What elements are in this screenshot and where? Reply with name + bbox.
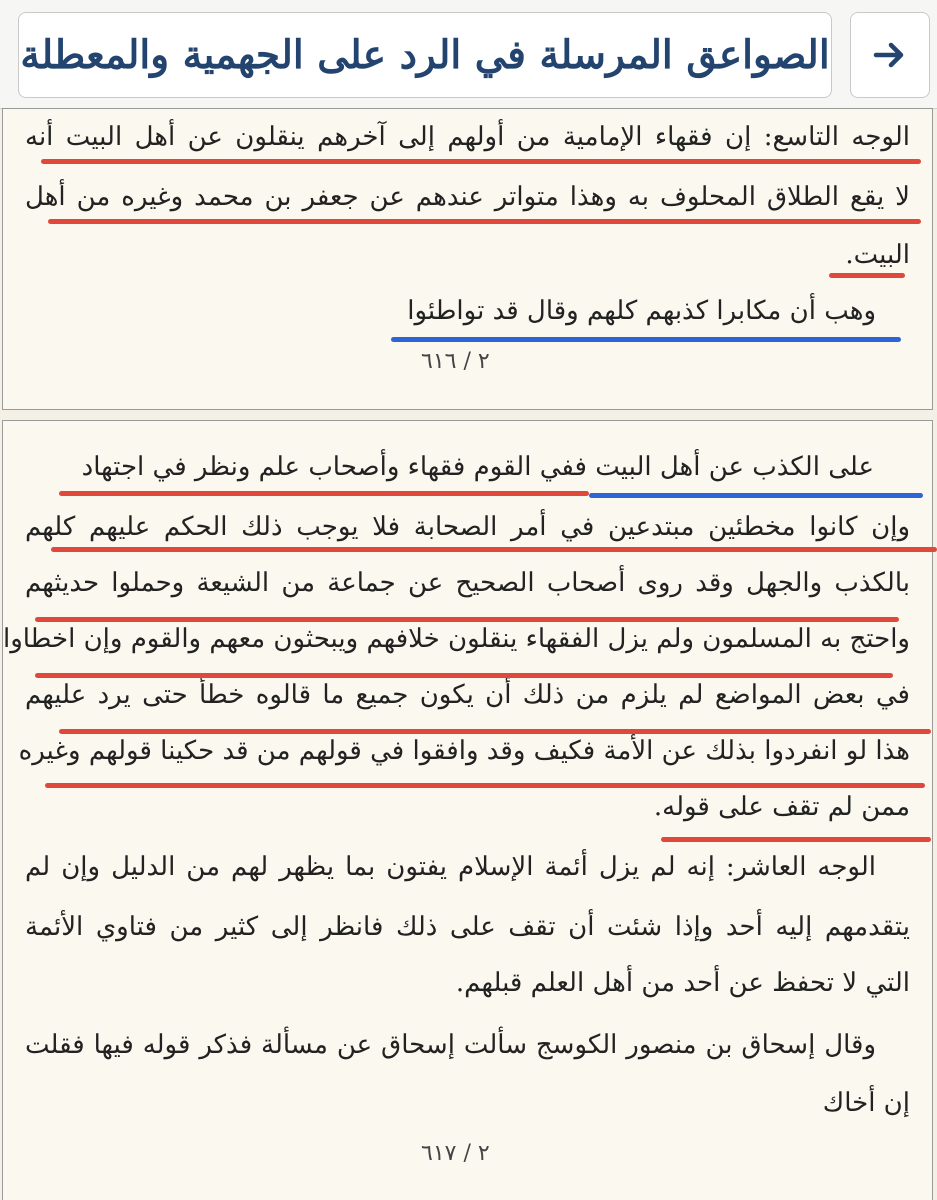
- text-line: بالكذب والجهل وقد روى أصحاب الصحيح عن جماعة من الشيعة وحملوا حديثهم: [25, 568, 910, 598]
- red-underline: [51, 547, 937, 552]
- text-line: وهب أن مكابرا كذبهم كلهم وقال قد تواطئوا: [407, 296, 876, 326]
- page-number: ٢ / ٦١٦: [421, 349, 490, 374]
- arrow-right-icon: [870, 35, 910, 75]
- text-line: التي لا تحفظ عن أحد من أهل العلم قبلهم.: [455, 968, 910, 998]
- red-underline: [41, 159, 921, 164]
- blue-underline: [391, 337, 901, 342]
- text-line: يتقدمهم إليه أحد وإذا شئت أن تقف على ذلك فانظر إلى كثير من فتاوي الأئمة: [25, 912, 910, 942]
- text-line: وإن كانوا مخطئين مبتدعين في أمر الصحابة فلا يوجب ذلك الحكم عليهم كلهم: [25, 512, 910, 542]
- text-line: وقال إسحاق بن منصور الكوسج سألت إسحاق عن مسألة فذكر قوله فيها فقلت: [25, 1030, 876, 1060]
- blue-underline: [589, 493, 923, 498]
- red-underline: [35, 673, 893, 678]
- text-line: لا يقع الطلاق المحلوف به وهذا متواتر عندهم عن جعفر بن محمد وغيره من أهل: [25, 182, 910, 212]
- red-underline: [59, 491, 589, 496]
- text-line: في بعض المواضع لم يلزم من ذلك أن يكون جميع ما قالوه خطأ حتى يرد عليهم: [25, 680, 910, 710]
- text-line: ممن لم تقف على قوله.: [653, 792, 910, 822]
- red-underline: [45, 783, 925, 788]
- page-number: ٢ / ٦١٧: [421, 1141, 490, 1166]
- page-617: [2, 420, 933, 1200]
- red-underline: [35, 617, 899, 622]
- app-header: [0, 0, 937, 109]
- text-line: الوجه العاشر: إنه لم يزل أئمة الإسلام يفتون بما يظهر لهم من الدليل وإن لم: [25, 852, 876, 882]
- book-title: الصواعق المرسلة في الرد على الجهمية والمعطلة: [20, 32, 830, 78]
- text-line: هذا لو انفردوا بذلك عن الأمة فكيف وقد وافقوا في قولهم من قد حكينا قولهم وغيره: [18, 736, 910, 766]
- red-underline: [829, 273, 905, 278]
- title-box: [18, 12, 832, 98]
- back-button[interactable]: [850, 12, 930, 98]
- text-line: الوجه التاسع: إن فقهاء الإمامية من أولهم إلى آخرهم ينقلون عن أهل البيت أنه: [25, 122, 910, 152]
- red-underline: [48, 219, 921, 224]
- red-underline: [59, 729, 931, 734]
- text-line: على الكذب عن أهل البيت ففي القوم فقهاء وأصحاب علم ونظر في اجتهاد: [81, 452, 874, 482]
- text-line: إن أخاك: [822, 1088, 910, 1118]
- text-line: واحتج به المسلمون ولم يزل الفقهاء ينقلون خلافهم ويبحثون معهم والقوم وإن اخطاوا: [2, 624, 910, 654]
- red-underline: [661, 837, 931, 842]
- text-line: البيت.: [845, 240, 910, 270]
- page-616: [2, 108, 933, 410]
